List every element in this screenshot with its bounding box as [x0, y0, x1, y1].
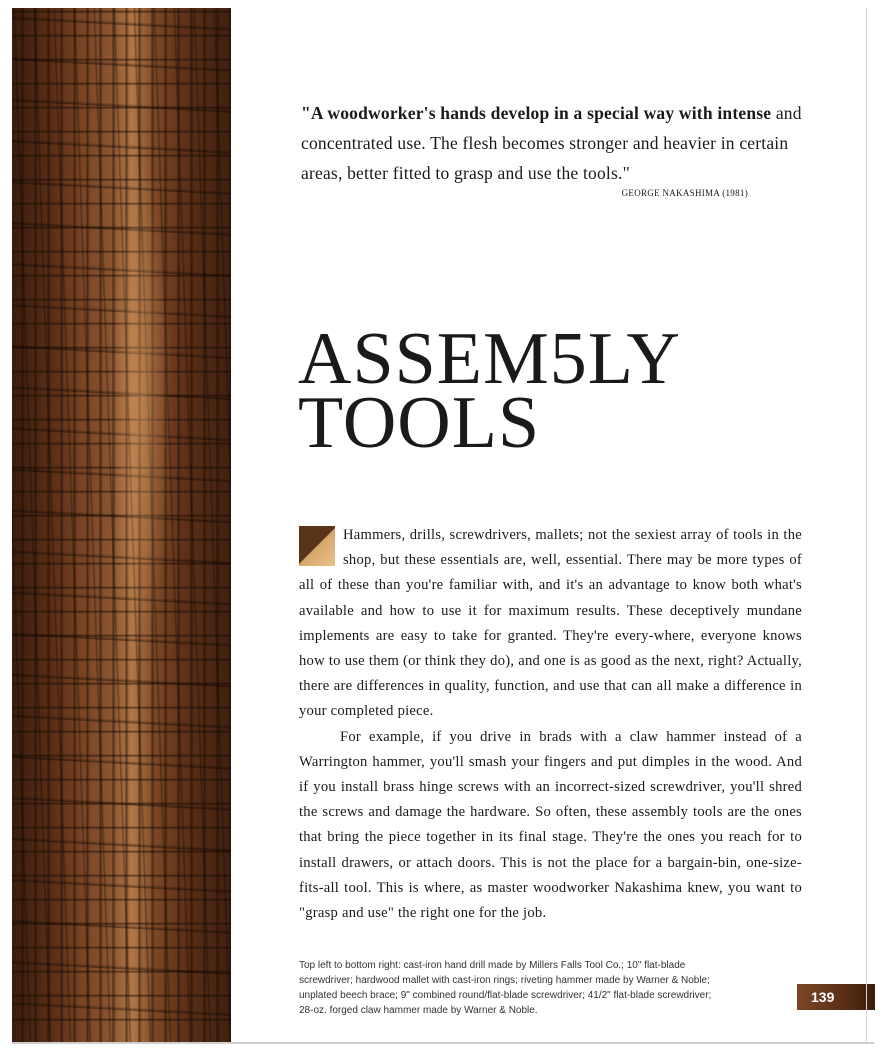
page-edge-bottom [12, 1042, 874, 1044]
chapter-title [298, 318, 818, 464]
paragraph-1-text: Hammers, drills, screwdrivers, mallets; not the sexiest array of tools in the shop, but these essentials are, well, essential. There may be more types of all of these than you're familiar with, and it's an advantage to know both what's available and how to use it for maximum results. These deceptively mundane implements are easy to take for granted. They're every-where, everyone knows how to use them (or think they do), and one is as good as the next, right? Actually, there are differences in quality, function, and use that can all make a difference in your completed piece. [299, 527, 802, 720]
paragraph-1 [299, 523, 802, 725]
paragraph-2: For example, if you drive in brads with a claw hammer instead of a Warrington hammer, you'll smash your fingers and put dimples in the wood. And if you install brass hinge screws with an incorrect-sized screwdriver, you'll shred the screws and damage the hardware. So often, these assembly tools are the ones that bring the piece together in its final stage. They're the ones you reach for to install drawers, or attach doors. This is not the place for a bargain-bin, one-size-fits-all tool. This is where, as master woodworker Nakashima knew, you want to "grasp and use" the right one for the job. [299, 728, 802, 922]
title-line-1: ASSEM5LY [298, 318, 681, 400]
body-text [299, 523, 802, 926]
wood-highlight [112, 158, 172, 658]
photo-caption: Top left to bottom right: cast-iron hand drill made by Millers Falls Tool Co.; 10" flat-blade screwdriver; hardwood mallet with cast-iron rings; riveting hammer made by Warner & Noble; unplated beech brace; 9" combined round/flat-blade screwdriver; 41/2" flat-blade screwdriver; 28-oz. forged claw hammer made by Warner & Noble. [299, 960, 712, 1016]
quote-attribution: GEORGE NAKASHIMA (1981) [621, 188, 748, 198]
quote-rest: and concentrated use. The flesh becomes stronger and heavier in certain areas, better fitted to grasp and use the tools." [301, 103, 802, 183]
page-number: 139 [797, 984, 875, 1010]
epigraph-quote [301, 98, 811, 188]
dropcap-ornament-icon [299, 526, 335, 566]
page-edge-right [866, 8, 867, 1042]
quote-lead: "A woodworker's hands develop in a special way with intense [301, 103, 772, 123]
wood-texture-image [12, 8, 231, 1042]
title-line-2: TOOLS [298, 382, 541, 464]
